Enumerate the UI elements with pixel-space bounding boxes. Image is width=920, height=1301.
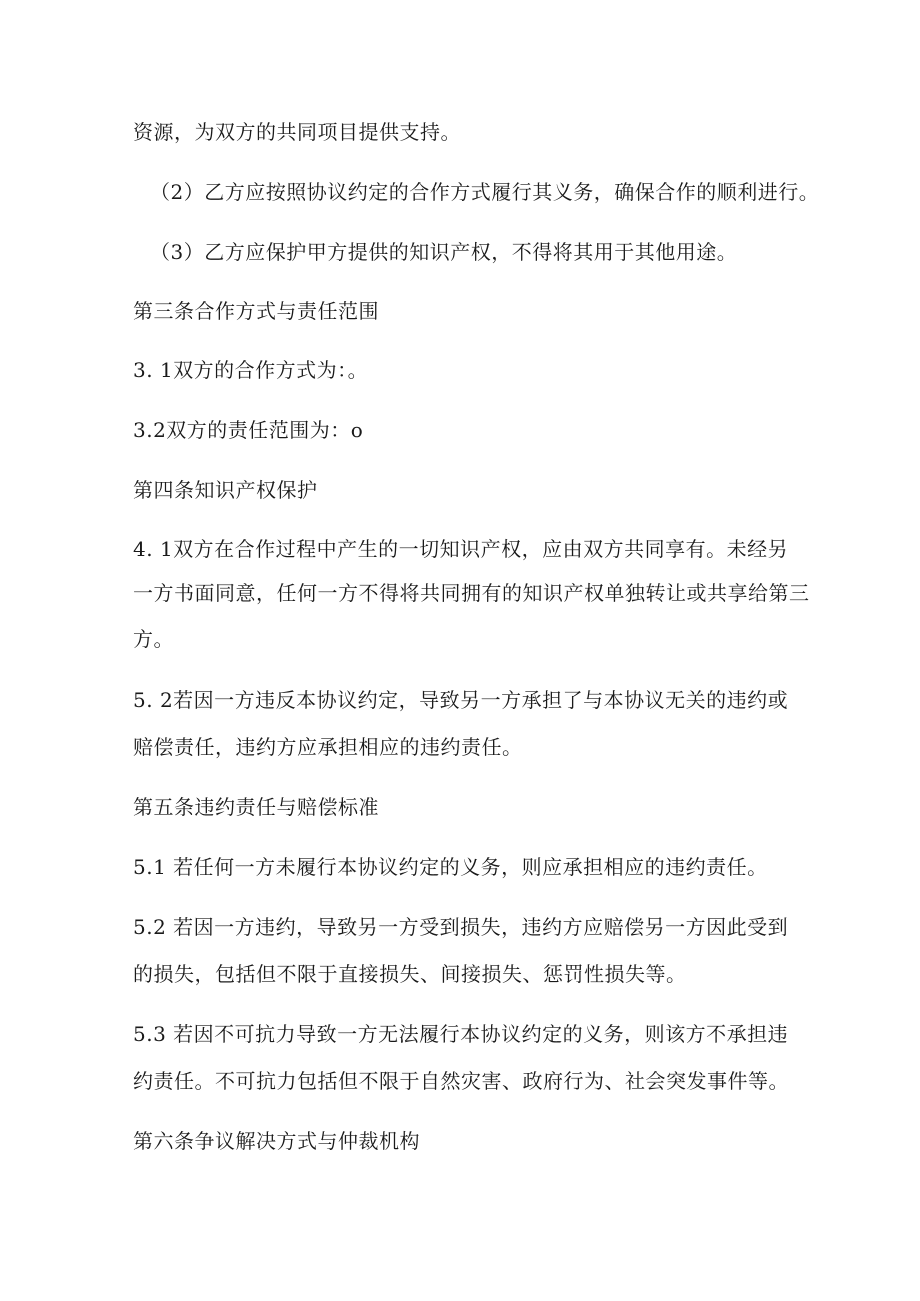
- section-heading: 第三条合作方式与责任范围: [133, 299, 379, 323]
- section-heading: 第六条争议解决方式与仲裁机构: [133, 1129, 420, 1153]
- section-heading: 第四条知识产权保护: [133, 478, 318, 502]
- clause-line: 5.3 若因不可抗力导致一方无法履行本协议约定的义务，则该方不承担违: [133, 1022, 789, 1046]
- clause-line: 赔偿责任，违约方应承担相应的违约责任。: [133, 735, 523, 759]
- clause-line: 5.2 若因一方违约，导致另一方受到损失，违约方应赔偿另一方因此受到: [133, 915, 789, 939]
- clause-line: 一方书面同意，任何一方不得将共同拥有的知识产权单独转让或共享给第三: [133, 581, 810, 605]
- section-heading: 第五条违约责任与赔偿标准: [133, 795, 379, 819]
- clause-line: 方。: [133, 627, 174, 651]
- clause-line: 约责任。不可抗力包括但不限于自然灾害、政府行为、社会突发事件等。: [133, 1069, 789, 1093]
- clause-line: 5.1 若任何一方未履行本协议约定的义务，则应承担相应的违约责任。: [133, 855, 768, 879]
- list-item-line: （3）乙方应保护甲方提供的知识产权，不得将其用于其他用途。: [150, 240, 738, 264]
- list-item-line: （2）乙方应按照协议约定的合作方式履行其义务，确保合作的顺利进行。: [150, 180, 820, 204]
- paragraph-line: 资源，为双方的共同项目提供支持。: [133, 120, 461, 144]
- clause-line: 3. 1双方的合作方式为：。: [133, 358, 369, 382]
- clause-line: 3.2双方的责任范围为：o: [133, 418, 364, 442]
- clause-line: 4. 1双方在合作过程中产生的一切知识产权，应由双方共同享有。未经另: [133, 537, 789, 561]
- clause-line: 5. 2若因一方违反本协议约定，导致另一方承担了与本协议无关的违约或: [133, 688, 789, 712]
- clause-line: 的损失，包括但不限于直接损失、间接损失、惩罚性损失等。: [133, 962, 687, 986]
